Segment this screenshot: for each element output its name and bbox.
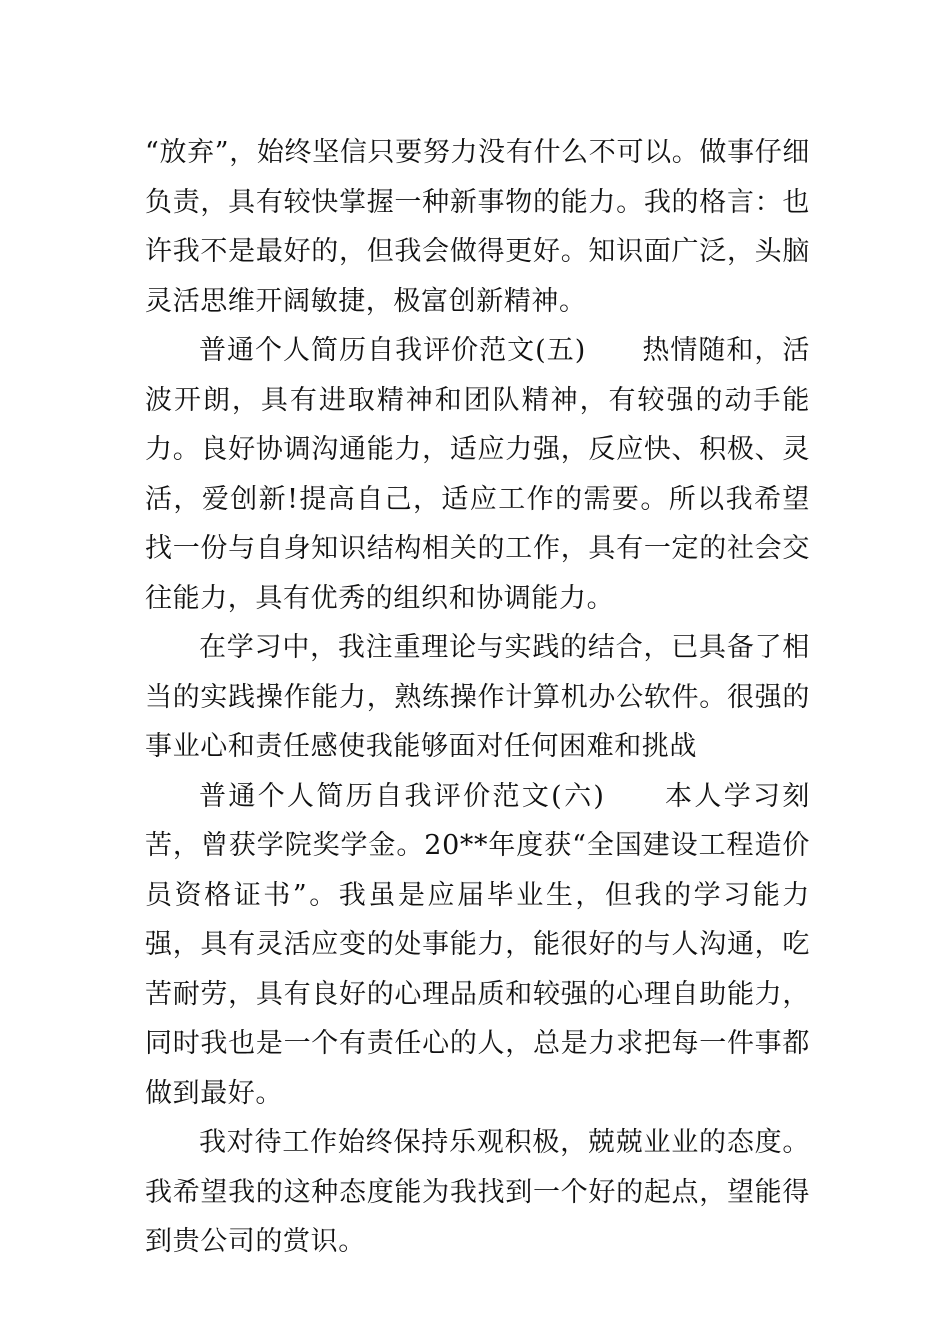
- paragraph-4: 普通个人简历自我评价范文(六) 本人学习刻苦，曾获学院奖学金。20**年度获“全国建设工程造价员资格证书”。我虽是应届毕业生，但我的学习能力强，具有灵活应变的处事能力，能很好的与人沟通，吃苦耐劳，具有良好的心理品质和较强的心理自助能力，同时我也是一个有责任心的人，总是力求把每一件事都做到最好。: [145, 780, 810, 1109]
- paragraph-2: 普通个人简历自我评价范文(五) 热情随和，活波开朗，具有进取精神和团队精神，有较强的动手能力。良好协调沟通能力，适应力强，反应快、积极、灵活，爱创新!提高自己，适应工作的需要。所以我希望找一份与自身知识结构相关的工作，具有一定的社会交往能力，具有优秀的组织和协调能力。: [145, 335, 810, 614]
- paragraph-5: 我对待工作始终保持乐观积极，兢兢业业的态度。我希望我的这种态度能为我找到一个好的起点，望能得到贵公司的赏识。: [145, 1127, 810, 1257]
- paragraph-3: 在学习中，我注重理论与实践的结合，已具备了相当的实践操作能力，熟练操作计算机办公软件。很强的事业心和责任感使我能够面对任何困难和挑战: [145, 632, 810, 762]
- paragraph-1: “放弃”，始终坚信只要努力没有什么不可以。做事仔细负责，具有较快掌握一种新事物的能力。我的格言：也许我不是最好的，但我会做得更好。知识面广泛，头脑灵活思维开阔敏捷，极富创新精神。: [145, 137, 810, 317]
- document-body: [145, 128, 810, 1267]
